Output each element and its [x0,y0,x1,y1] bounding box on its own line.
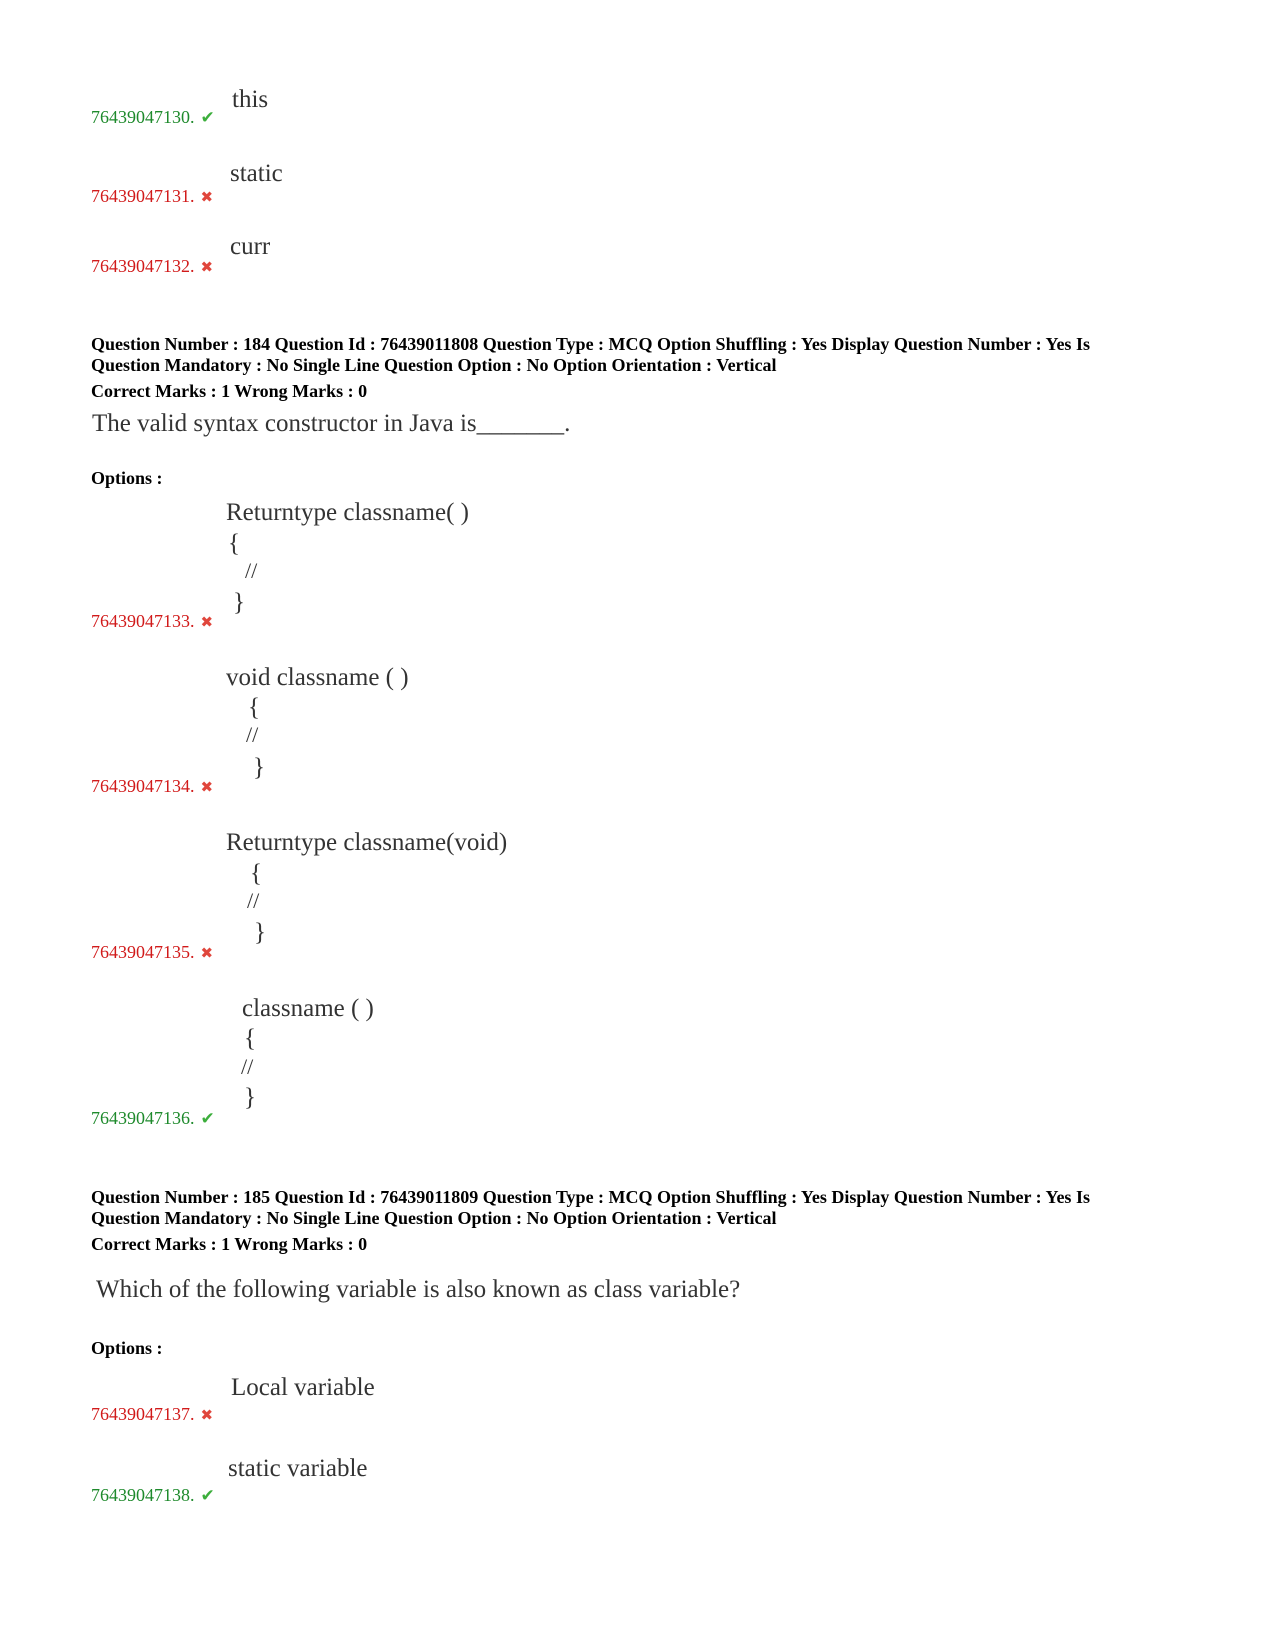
option-id: 76439047136. ✔ [91,1108,215,1128]
question-marks: Correct Marks : 1 Wrong Marks : 0 [91,1234,368,1254]
cross-icon: ✖ [200,615,214,631]
option-id: 76439047134. ✖ [91,776,214,796]
option-text: Local variable [231,1374,375,1401]
check-icon: ✔ [200,1109,215,1128]
option-text: static variable [228,1455,368,1482]
option-id: 76439047137. ✖ [91,1404,214,1424]
question-marks: Correct Marks : 1 Wrong Marks : 0 [91,381,368,401]
option-id: 76439047135. ✖ [91,942,214,962]
cross-icon: ✖ [200,946,214,962]
question-text: The valid syntax constructor in Java is_______. [92,410,571,437]
cross-icon: ✖ [200,780,214,796]
options-label: Options : [91,468,163,488]
options-label: Options : [91,1338,163,1358]
question-text: Which of the following variable is also known as class variable? [96,1276,741,1303]
cross-icon: ✖ [200,1408,214,1424]
cross-icon: ✖ [200,260,214,276]
check-icon: ✔ [200,108,215,127]
cross-icon: ✖ [200,190,214,206]
option-text: this [232,86,269,113]
check-icon: ✔ [200,1486,215,1505]
option-text: curr [230,233,271,260]
question-meta: Question Number : 184 Question Id : 76439011808 Question Type : MCQ Option Shuffling : Yes Display Question Number : Yes Is Question Mandatory : No Single Line Question Option : No Option Orientation : Vertical [91,334,1090,375]
option-id: 76439047138. ✔ [91,1485,215,1505]
option-id: 76439047130. ✔ [91,107,215,127]
option-id: 76439047132. ✖ [91,256,214,276]
question-meta: Question Number : 185 Question Id : 76439011809 Question Type : MCQ Option Shuffling : Yes Display Question Number : Yes Is Question Mandatory : No Single Line Question Option : No Option Orientation : Vertical [91,1187,1090,1228]
option-id: 76439047133. ✖ [91,611,214,631]
option-text: static [230,160,283,187]
option-id: 76439047131. ✖ [91,186,214,206]
